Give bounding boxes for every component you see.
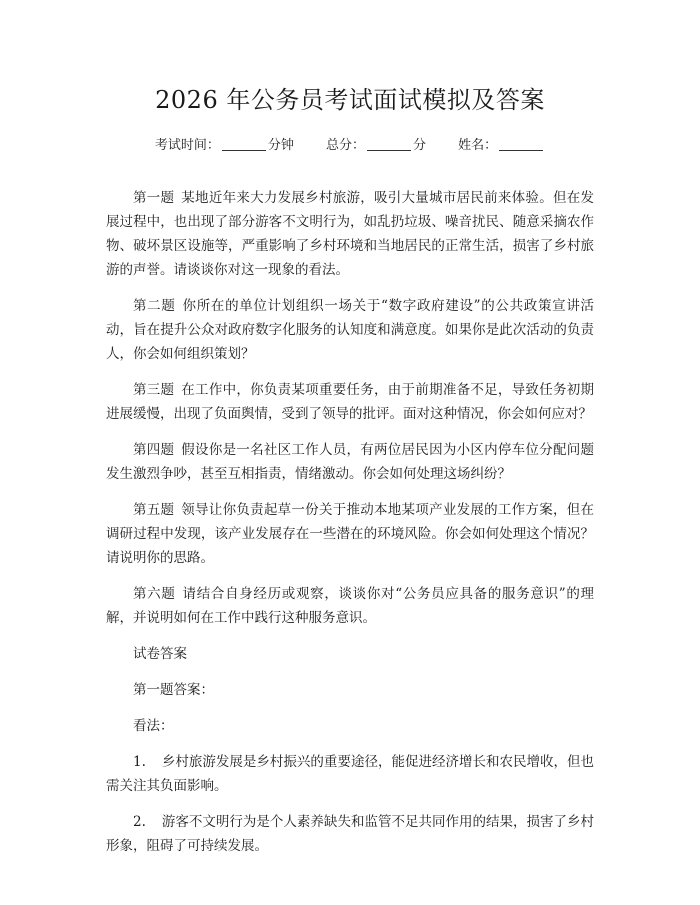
question-1	[106, 186, 594, 282]
answer-point-2	[106, 810, 594, 858]
total-score-field	[326, 136, 426, 156]
point-text: 乡村旅游发展是乡村振兴的重要途径，能促进经济增长和农民增收，但也需关注其负面影响。	[106, 754, 594, 794]
question-3	[106, 378, 594, 426]
question-text: 在工作中，你负责某项重要任务，由于前期准备不足，导致任务初期进展缓慢，出现了负面舆情，受到了领导的批评。面对这种情况，你会如何应对？	[106, 382, 594, 422]
name-field	[458, 136, 545, 156]
question-text: 某地近年来大力发展乡村旅游，吸引大量城市居民前来体验。但在发展过程中，也出现了部分游客不文明行为，如乱扔垃圾、噪音扰民、随意采摘农作物、破坏景区设施等，严重影响了乡村环境和当地居民的正常生活，损害了乡村旅游的声誉。请谈谈你对这一现象的看法。	[106, 190, 594, 278]
question-6	[106, 582, 594, 630]
point-number: 1.	[133, 754, 146, 770]
question-text: 请结合自身经历或观察，谈谈你对“公务员应具备的服务意识”的理解，并说明如何在工作中践行这种服务意识。	[106, 586, 595, 626]
question-label: 第三题	[133, 382, 175, 398]
exam-time-label: 考试时间：	[154, 138, 220, 153]
question-label: 第六题	[133, 586, 176, 602]
question-label: 第二题	[133, 298, 176, 314]
page-title: 2026 年公务员考试面试模拟及答案	[155, 86, 545, 114]
answers-heading: 试卷答案	[133, 646, 187, 662]
exam-time-blank	[222, 136, 266, 151]
question-5	[106, 498, 594, 570]
exam-info	[106, 136, 594, 156]
exam-time-unit: 分钟	[267, 138, 294, 153]
question-2	[106, 294, 594, 366]
name-blank	[499, 136, 543, 151]
answer-point-1	[106, 750, 594, 798]
document-body	[106, 186, 594, 858]
total-score-label: 总分：	[325, 138, 365, 153]
question-label: 第五题	[133, 502, 175, 518]
question-label: 第一题	[133, 190, 175, 206]
point-text: 游客不文明行为是个人素养缺失和监管不足共同作用的结果，损害了乡村形象，阻碍了可持续发展。	[106, 814, 594, 854]
view-label: 看法：	[133, 718, 174, 734]
answer-1-heading: 第一题答案：	[133, 682, 214, 698]
exam-time-field	[155, 136, 294, 156]
question-text: 假设你是一名社区工作人员，有两位居民因为小区内停车位分配问题发生激烈争吵，甚至互相指责，情绪激动。你会如何处理这场纠纷？	[106, 442, 594, 482]
question-text: 你所在的单位计划组织一场关于“数字政府建设”的公共政策宣讲活动，旨在提升公众对政府数字化服务的认知度和满意度。如果你是此次活动的负责人，你会如何组织策划？	[106, 298, 595, 362]
total-score-unit: 分	[413, 138, 427, 153]
question-4	[106, 438, 594, 486]
question-label: 第四题	[133, 442, 175, 458]
name-label: 姓名：	[458, 138, 498, 153]
total-score-blank	[367, 136, 411, 151]
point-number: 2.	[133, 814, 146, 830]
question-text: 领导让你负责起草一份关于推动本地某项产业发展的工作方案，但在调研过程中发现，该产业发展存在一些潜在的环境风险。你会如何处理这个情况？请说明你的思路。	[106, 502, 594, 566]
